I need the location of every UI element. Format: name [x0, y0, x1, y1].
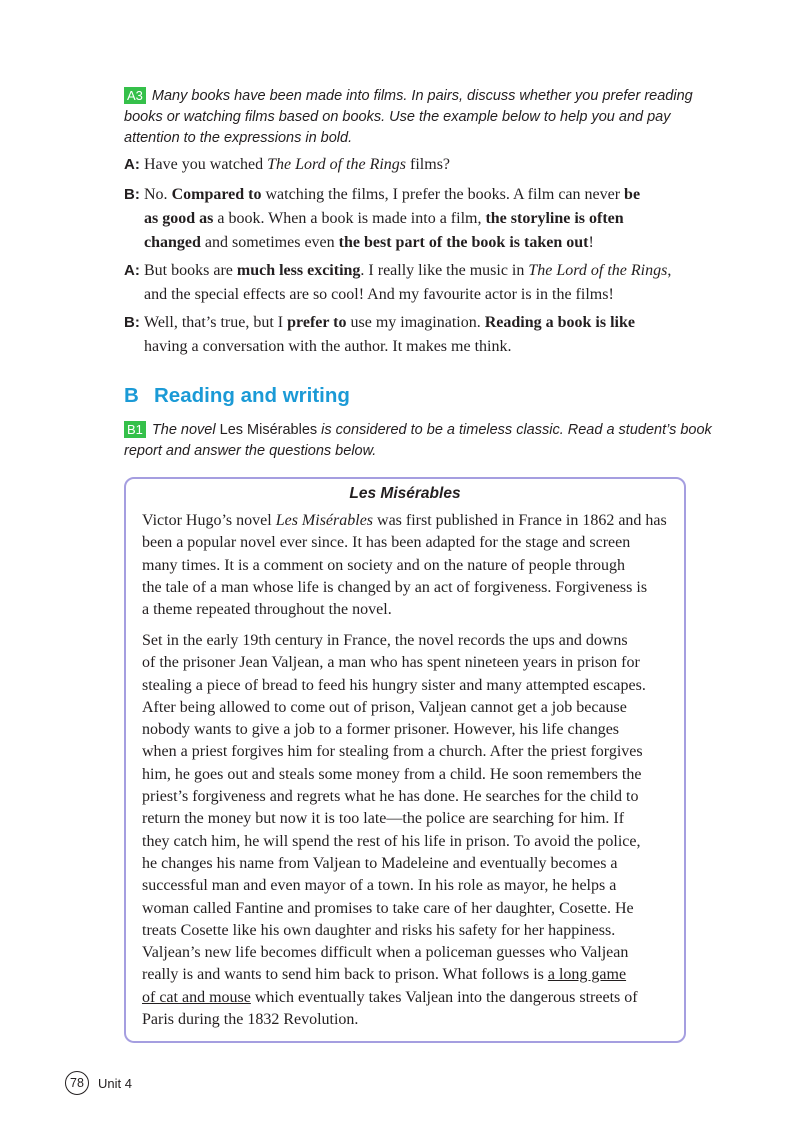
text-line — [142, 697, 646, 719]
text-run: successful man and even mayor of a town. In his role as mayor, he helps a — [142, 877, 617, 895]
b1-instruction-line: report and answer the questions below. — [124, 443, 377, 459]
text-run: Victor Hugo’s novel — [142, 512, 276, 529]
text-run: and the special effects are so cool! And my favourite actor is in the films! — [144, 286, 614, 303]
text-run: prefer to — [287, 314, 347, 331]
dialogue-turn — [124, 259, 684, 307]
speaker-label: B: — [124, 186, 140, 203]
text-run: which eventually takes Valjean into the dangerous streets of — [250, 988, 638, 1006]
text-line — [142, 741, 646, 763]
text-run: and sometimes even — [200, 234, 339, 251]
text-run: . I really like the music in — [360, 262, 529, 279]
text-run: be — [624, 186, 641, 203]
text-run: , — [667, 262, 672, 279]
text-line — [142, 764, 646, 786]
a3-instruction — [124, 86, 693, 149]
report-title: Les Misérables — [349, 485, 461, 502]
page-number: 78 — [65, 1071, 89, 1095]
report-paragraph-1 — [142, 510, 667, 621]
text-run: The Lord of the Rings — [267, 156, 407, 173]
text-run: having a conversation with the author. It makes me think. — [144, 338, 512, 355]
text-line — [124, 183, 684, 207]
text-run: much less exciting — [236, 262, 361, 279]
speaker-label: A: — [124, 156, 140, 173]
text-run: use my imagination. — [346, 314, 485, 331]
text-run: is considered to be a timeless classic. Read a student’s book — [317, 422, 712, 438]
text-line — [142, 630, 646, 652]
text-line — [124, 259, 684, 283]
text-run: Valjean’s new life becomes difficult when a policeman guesses who Valjean — [142, 944, 629, 962]
b1-instruction — [124, 420, 712, 462]
text-line — [142, 1009, 646, 1031]
dialogue-turn — [124, 311, 684, 359]
a3-instruction-line: attention to the expressions in bold. — [124, 130, 353, 146]
text-run: the storyline is often — [485, 210, 624, 227]
text-line — [142, 898, 646, 920]
text-line — [142, 875, 646, 897]
text-run: he changes his name from Valjean to Madeleine and eventually becomes a — [142, 854, 618, 872]
text-line — [142, 920, 646, 942]
text-line — [124, 231, 684, 255]
text-run: watching the films, I prefer the books. A film can never — [261, 186, 625, 203]
text-run: Have you watched — [144, 156, 268, 173]
text-run: him, he goes out and steals some money from a child. He soon remembers the — [142, 765, 642, 783]
speaker-label: B: — [124, 314, 140, 331]
text-run: priest’s forgiveness and regrets what he has done. He searches for the child to — [142, 788, 639, 806]
text-run: No. — [144, 186, 172, 203]
text-line — [142, 599, 667, 621]
text-line — [124, 207, 684, 231]
text-run: they catch him, he will spend the rest of his life in prison. To avoid the police, — [142, 832, 641, 850]
text-run: Well, that’s true, but I — [144, 314, 288, 331]
text-line — [142, 577, 667, 599]
section-heading — [124, 384, 350, 408]
section-title: Reading and writing — [154, 384, 350, 407]
text-line — [142, 831, 646, 853]
text-run: been a popular novel ever since. It has been adapted for the stage and screen — [142, 534, 631, 552]
text-run: Compared to — [171, 186, 262, 203]
text-run: films? — [406, 156, 451, 173]
text-run: a theme repeated throughout the novel. — [142, 601, 392, 619]
text-run: Reading a book is like — [484, 314, 635, 331]
text-line — [142, 510, 667, 532]
text-run: woman called Fantine and promises to take care of her daughter, Cosette. He — [142, 899, 634, 917]
text-line — [142, 719, 646, 741]
a3-instruction-line: Many books have been made into films. In pairs, discuss whether you prefer reading — [151, 88, 693, 104]
b1-instruction-line — [152, 422, 712, 438]
text-run: Paris during the 1832 Revolution. — [142, 1011, 359, 1029]
text-run: a book. When a book is made into a film, — [213, 210, 486, 227]
page-footer — [65, 1071, 132, 1095]
text-run: of the prisoner Jean Valjean, a man who has spent nineteen years in prison for — [142, 654, 640, 672]
text-run: Les Misérables — [219, 422, 318, 438]
text-line — [142, 853, 646, 875]
text-line — [142, 808, 646, 830]
text-run: The novel — [151, 422, 220, 438]
text-line — [124, 153, 684, 177]
text-run: the tale of a man whose life is changed by an act of forgiveness. Forgiveness is — [142, 578, 648, 596]
text-run: many times. It is a comment on society and on the nature of people through — [142, 556, 625, 574]
text-line — [142, 532, 667, 554]
text-line — [124, 283, 684, 307]
text-run: really is and wants to send him back to prison. What follows is — [142, 966, 548, 984]
text-run: The Lord of the Rings — [528, 262, 668, 279]
a3-instruction-line: books or watching films based on books. Use the example below to help you and pay — [124, 109, 671, 125]
text-run: as good as — [144, 210, 214, 227]
text-line — [124, 335, 684, 359]
section-letter: B — [124, 384, 139, 407]
text-run: stealing a piece of bread to feed his hungry sister and many attempted escapes. — [142, 676, 646, 694]
text-run: ! — [588, 234, 594, 251]
text-run: was first published in France in 1862 and has — [373, 512, 667, 529]
text-run: But books are — [144, 262, 237, 279]
text-run: treats Cosette like his own daughter and risks his safety for her happiness. — [142, 921, 616, 939]
text-run: Set in the early 19th century in France, the novel records the ups and downs — [142, 632, 628, 649]
text-line — [124, 311, 684, 335]
text-run: After being allowed to come out of prison, Valjean cannot get a job because — [142, 698, 627, 716]
text-run: changed — [144, 234, 201, 251]
text-run: the best part of the book is taken out — [338, 234, 589, 251]
text-line — [142, 652, 646, 674]
b1-tag: B1 — [124, 421, 146, 438]
text-run: return the money but now it is too late—the police are searching for him. If — [142, 810, 625, 828]
a3-tag: A3 — [124, 87, 146, 104]
dialogue-turn — [124, 153, 684, 177]
unit-label: Unit 4 — [98, 1075, 132, 1091]
text-run: of cat and mouse — [142, 988, 251, 1006]
text-line — [142, 942, 646, 964]
text-line — [142, 555, 667, 577]
text-line — [142, 987, 646, 1009]
text-line — [142, 964, 646, 986]
report-paragraph-2 — [142, 630, 646, 1031]
dialogue-turn — [124, 183, 684, 255]
text-line — [142, 675, 646, 697]
text-line — [142, 786, 646, 808]
speaker-label: A: — [124, 262, 140, 279]
text-run: when a priest forgives him for stealing from a church. After the priest forgives — [142, 743, 643, 761]
text-run: a long game — [547, 966, 627, 984]
text-run: Les Misérables — [275, 512, 374, 529]
text-run: nobody wants to give a job to a former prisoner. However, his life changes — [142, 721, 620, 739]
